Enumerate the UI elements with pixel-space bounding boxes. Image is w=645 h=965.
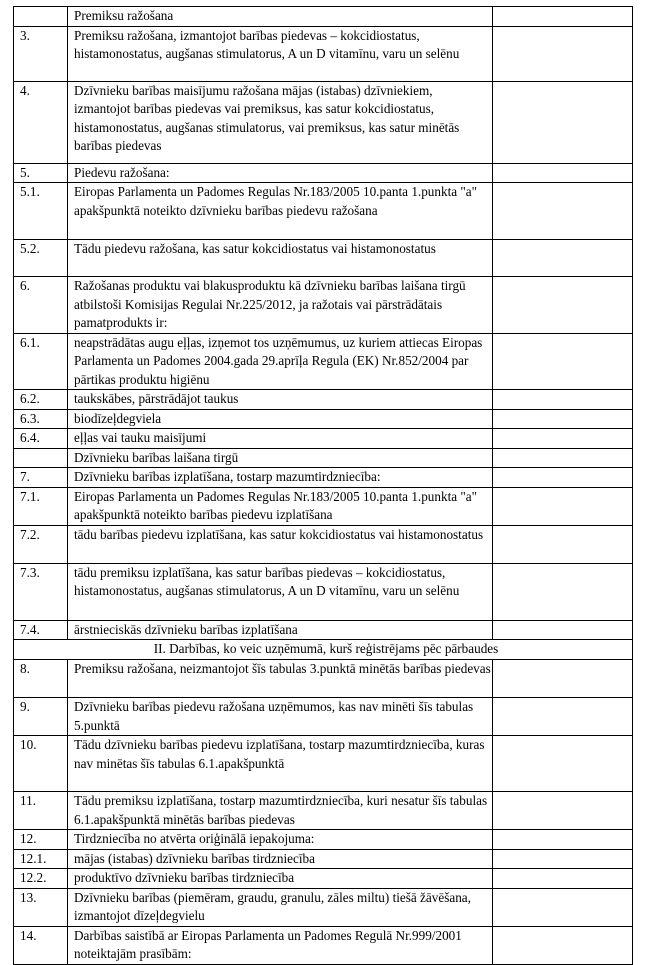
row-number: [14, 448, 68, 468]
row-description: Tādu premiksu izplatīšana, tostarp mazumtirdzniecība, kuri nesatur šīs tabulas 6.1.apakšpunktā minētās barības piedevas: [68, 792, 493, 830]
table-row: [14, 888, 633, 926]
table-row: [14, 163, 633, 183]
row-description: Eiropas Parlamenta un Padomes Regulas Nr.183/2005 10.panta 1.punkta "a" apakšpunktā noteikto barības piedevu izplatīšana: [68, 487, 493, 525]
row-number: 11.: [14, 792, 68, 830]
table-row: [14, 830, 633, 850]
table-row: [14, 333, 633, 390]
row-description: tādu premiksu izplatīšana, kas satur barības piedevas – kokcidiostatus, histamonostatus, augšanas stimulatorus, A un D vitamīnu, varu un selēnu: [68, 563, 493, 620]
row-description: Darbības saistībā ar Eiropas Parlamenta un Padomes Regulā Nr.999/2001 noteiktajām prasībām:: [68, 926, 493, 964]
table-row: [14, 849, 633, 869]
row-note-cell: [493, 869, 633, 889]
row-description: Dzīvnieku barības (piemēram, graudu, granulu, zāles miltu) tiešā žāvēšana, izmantojot dīzeļdegvielu: [68, 888, 493, 926]
row-description: Ražošanas produktu vai blakusproduktu kā dzīvnieku barības laišana tirgū atbilstoši Komisijas Regulai Nr.225/2012, ja ražotais vai pārstrādātais pamatprodukts ir:: [68, 277, 493, 334]
table-row: [14, 429, 633, 449]
row-note-cell: [493, 487, 633, 525]
row-note-cell: [493, 698, 633, 736]
table-row: [14, 390, 633, 410]
row-number: 6.3.: [14, 409, 68, 429]
table-row: [14, 183, 633, 240]
row-description: ārstnieciskās dzīvnieku barības izplatīšana: [68, 620, 493, 640]
row-note-cell: [493, 390, 633, 410]
row-note-cell: [493, 468, 633, 488]
row-description: Premiksu ražošana, izmantojot barības piedevas – kokcidiostatus, histamonostatus, augšanas stimulatorus, A un D vitamīnu, varu un selēnu: [68, 26, 493, 81]
row-note-cell: [493, 830, 633, 850]
table-row: [14, 468, 633, 488]
registration-activities-table: [13, 6, 633, 965]
row-number: 7.4.: [14, 620, 68, 640]
row-note-cell: [493, 183, 633, 240]
table-row: [14, 792, 633, 830]
row-note-cell: [493, 620, 633, 640]
section-header-row: [14, 640, 633, 660]
table-row: [14, 448, 633, 468]
row-note-cell: [493, 660, 633, 698]
row-number: 13.: [14, 888, 68, 926]
row-number: 3.: [14, 26, 68, 81]
row-note-cell: [493, 81, 633, 163]
table-row: [14, 26, 633, 81]
row-number: 7.3.: [14, 563, 68, 620]
row-description: Premiksu ražošana: [68, 7, 493, 27]
row-description: produktīvo dzīvnieku barības tirdzniecība: [68, 869, 493, 889]
row-description: neapstrādātas augu eļļas, izņemot tos uzņēmumus, uz kuriem attiecas Eiropas Parlamenta un Padomes 2004.gada 29.aprīļa Regula (EK) Nr.852/2004 par pārtikas produktu higiēnu: [68, 333, 493, 390]
row-note-cell: [493, 429, 633, 449]
row-description: Dzīvnieku barības maisījumu ražošana mājas (istabas) dzīvniekiem, izmantojot barības piedevas vai premiksus, kas satur kokcidiostatus, histamonostatus, augšanas stimulatorus, vai premiksus, kas satur minētās barības piedevas: [68, 81, 493, 163]
row-number: 6.: [14, 277, 68, 334]
row-number: [14, 7, 68, 27]
row-description: Piedevu ražošana:: [68, 163, 493, 183]
table-row: [14, 81, 633, 163]
row-number: 4.: [14, 81, 68, 163]
row-number: 10.: [14, 736, 68, 792]
row-note-cell: [493, 736, 633, 792]
row-note-cell: [493, 525, 633, 563]
row-description: taukskābes, pārstrādājot taukus: [68, 390, 493, 410]
row-number: 6.1.: [14, 333, 68, 390]
row-description: Dzīvnieku barības piedevu ražošana uzņēmumos, kas nav minēti šīs tabulas 5.punktā: [68, 698, 493, 736]
row-number: 7.: [14, 468, 68, 488]
table-row: [14, 736, 633, 792]
table-row: [14, 563, 633, 620]
row-description: biodīzeļdegviela: [68, 409, 493, 429]
row-note-cell: [493, 163, 633, 183]
row-number: 7.2.: [14, 525, 68, 563]
row-description: eļļas vai tauku maisījumi: [68, 429, 493, 449]
row-note-cell: [493, 849, 633, 869]
table-row: [14, 277, 633, 334]
row-description: Dzīvnieku barības izplatīšana, tostarp mazumtirdzniecība:: [68, 468, 493, 488]
row-note-cell: [493, 792, 633, 830]
row-number: 12.: [14, 830, 68, 850]
row-note-cell: [493, 7, 633, 27]
row-number: 5.2.: [14, 240, 68, 277]
row-description: mājas (istabas) dzīvnieku barības tirdzniecība: [68, 849, 493, 869]
row-number: 5.: [14, 163, 68, 183]
row-number: 12.2.: [14, 869, 68, 889]
section-title: II. Darbības, ko veic uzņēmumā, kurš reģistrējams pēc pārbaudes: [14, 640, 633, 660]
row-number: 5.1.: [14, 183, 68, 240]
row-description: tādu barības piedevu izplatīšana, kas satur kokcidiostatus vai histamonostatus: [68, 525, 493, 563]
row-description: Dzīvnieku barības laišana tirgū: [68, 448, 493, 468]
table-row: [14, 240, 633, 277]
table-row: [14, 698, 633, 736]
table-row: [14, 869, 633, 889]
row-number: 8.: [14, 660, 68, 698]
row-note-cell: [493, 333, 633, 390]
row-note-cell: [493, 563, 633, 620]
row-note-cell: [493, 240, 633, 277]
table-row: [14, 620, 633, 640]
row-number: 14.: [14, 926, 68, 964]
table-body: [14, 7, 633, 965]
row-description: Tādu piedevu ražošana, kas satur kokcidiostatus vai histamonostatus: [68, 240, 493, 277]
row-description: Eiropas Parlamenta un Padomes Regulas Nr.183/2005 10.panta 1.punkta "a" apakšpunktā noteikto dzīvnieku barības piedevu ražošana: [68, 183, 493, 240]
table-row: [14, 7, 633, 27]
row-description: Tirdzniecība no atvērta oriģinālā iepakojuma:: [68, 830, 493, 850]
row-number: 7.1.: [14, 487, 68, 525]
table-row: [14, 525, 633, 563]
row-description: Premiksu ražošana, neizmantojot šīs tabulas 3.punktā minētās barības piedevas: [68, 660, 493, 698]
row-number: 12.1.: [14, 849, 68, 869]
row-note-cell: [493, 448, 633, 468]
row-number: 6.4.: [14, 429, 68, 449]
row-note-cell: [493, 277, 633, 334]
table-row: [14, 660, 633, 698]
table-row: [14, 409, 633, 429]
row-note-cell: [493, 926, 633, 964]
row-note-cell: [493, 409, 633, 429]
row-description: Tādu dzīvnieku barības piedevu izplatīšana, tostarp mazumtirdzniecība, kuras nav minētas šīs tabulas 6.1.apakšpunktā: [68, 736, 493, 792]
table-row: [14, 487, 633, 525]
row-note-cell: [493, 26, 633, 81]
row-number: 6.2.: [14, 390, 68, 410]
row-note-cell: [493, 888, 633, 926]
row-number: 9.: [14, 698, 68, 736]
table-row: [14, 926, 633, 964]
